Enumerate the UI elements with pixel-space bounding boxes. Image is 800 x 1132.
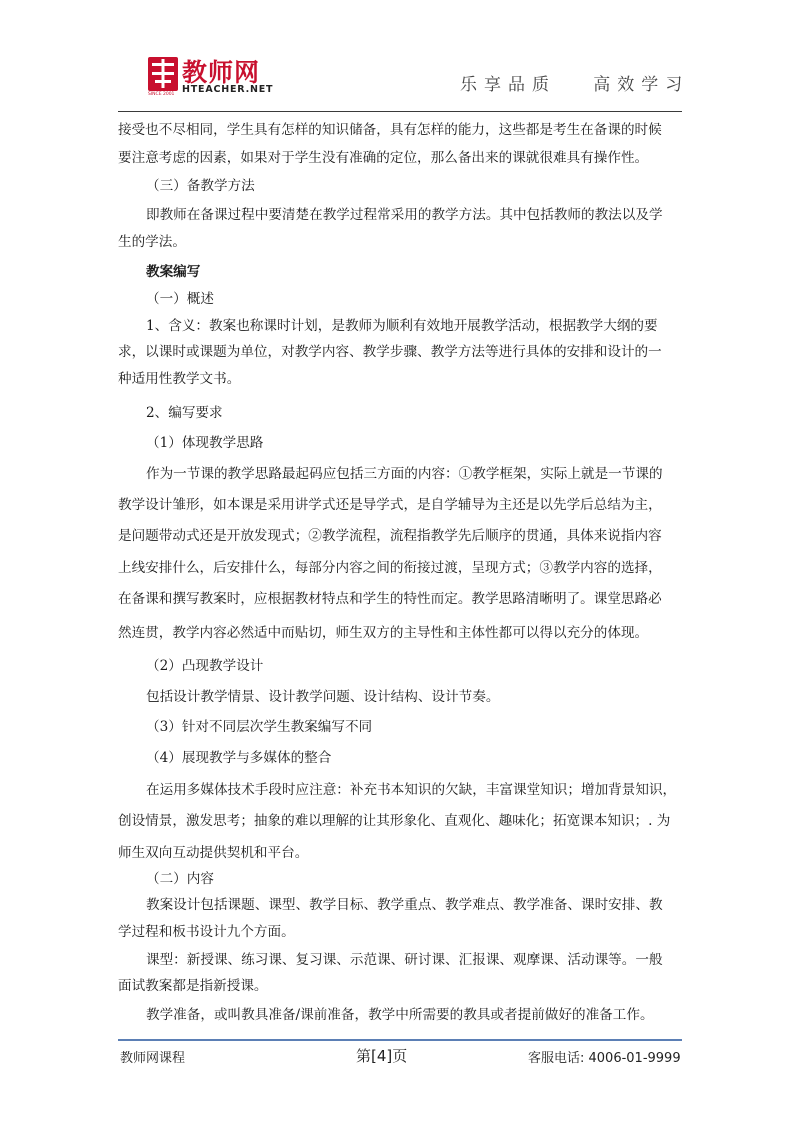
paragraph-line: 接受也不尽相同，学生具有怎样的知识储备，具有怎样的能力，这些都是考生在备课的时候 bbox=[118, 122, 662, 138]
footer-divider bbox=[118, 1039, 682, 1041]
paragraph-line: 是问题带动式还是开放发现式；②教学流程，流程指教学先后顺序的贯通，具体来说指内容 bbox=[118, 528, 662, 544]
footer-hotline: 客服电话: 4006-01-9999 bbox=[528, 1051, 681, 1066]
paragraph-line: 种适用性教学文书。 bbox=[118, 371, 241, 387]
logo-mark-icon bbox=[148, 57, 178, 93]
footer-course-name: 教师网课程 bbox=[120, 1051, 186, 1066]
subsection-heading: （4）展现教学与多媒体的整合 bbox=[146, 750, 332, 766]
header-slogan: 乐享品质 高效学习 bbox=[460, 75, 690, 95]
section-heading: （三）备教学方法 bbox=[146, 178, 255, 194]
paragraph-line: 要注意考虑的因素，如果对于学生没有准确的定位，那么备出来的课就很难具有操作性。 bbox=[118, 150, 649, 166]
page-header bbox=[0, 0, 800, 112]
paragraph-line: 教学准备，或叫教具准备/课前准备，教学中所需要的教具或者提前做好的准备工作。 bbox=[146, 1007, 654, 1023]
paragraph-line: 学过程和板书设计九个方面。 bbox=[118, 924, 295, 940]
header-divider bbox=[118, 111, 682, 112]
logo bbox=[148, 57, 278, 101]
logo-since: SINCE 2001 bbox=[148, 92, 175, 97]
paragraph-line: 生的学法。 bbox=[118, 234, 186, 250]
page-number: 第[4]页 bbox=[356, 1047, 408, 1065]
subsection-heading: （1）体现教学思路 bbox=[146, 435, 264, 451]
paragraph-line: 在备课和撰写教案时，应根据教材特点和学生的特性而定。教学思路清晰明了。课堂思路必 bbox=[118, 591, 662, 607]
paragraph-line: 面试教案都是指新授课。 bbox=[118, 978, 268, 994]
paragraph-line: 创设情景，激发思考；抽象的难以理解的让其形象化、直观化、趣味化；拓宽课本知识；. 为 bbox=[118, 813, 671, 829]
paragraph-line: 作为一节课的教学思路最起码应包括三方面的内容：①教学框架，实际上就是一节课的 bbox=[146, 466, 663, 482]
paragraph-line: 求，以课时或课题为单位，对教学内容、教学步骤、教学方法等进行具体的安排和设计的一 bbox=[118, 344, 662, 360]
paragraph-line: 教案设计包括课题、课型、教学目标、教学重点、教学难点、教学准备、课时安排、教 bbox=[146, 897, 663, 913]
subsection-heading: （2）凸现教学设计 bbox=[146, 658, 264, 674]
paragraph-line: 教学设计雏形，如本课是采用讲学式还是导学式，是自学辅导为主还是以先学后总结为主， bbox=[118, 497, 662, 513]
paragraph-line: 1、含义：教案也称课时计划，是教师为顺利有效地开展教学活动，根据教学大纲的要 bbox=[146, 318, 658, 334]
paragraph-line: 课型：新授课、练习课、复习课、示范课、研讨课、汇报课、观摩课、活动课等。一般 bbox=[146, 952, 663, 968]
section-heading: （一）概述 bbox=[146, 291, 214, 307]
logo-text-cn: 教师网 bbox=[182, 58, 261, 87]
subsection-heading: 2、编写要求 bbox=[146, 405, 223, 421]
section-heading: （二）内容 bbox=[146, 871, 214, 887]
section-title: 教案编写 bbox=[146, 264, 201, 280]
logo-text-en: HTEACHER.NET bbox=[182, 84, 274, 95]
paragraph-line: 上线安排什么，后安排什么，每部分内容之间的衔接过渡，呈现方式；③教学内容的选择， bbox=[118, 560, 662, 576]
paragraph-line: 包括设计教学情景、设计教学问题、设计结构、设计节奏。 bbox=[146, 689, 500, 705]
paragraph-line: 在运用多媒体技术手段时应注意：补充书本知识的欠缺，丰富课堂知识；增加背景知识， bbox=[146, 782, 677, 798]
paragraph-line: 即教师在备课过程中要清楚在教学过程常采用的教学方法。其中包括教师的教法以及学 bbox=[146, 207, 663, 223]
subsection-heading: （3）针对不同层次学生教案编写不同 bbox=[146, 719, 373, 735]
paragraph-line: 然连贯，教学内容必然适中而贴切，师生双方的主导性和主体性都可以得以充分的体现。 bbox=[118, 625, 649, 641]
paragraph-line: 师生双向互动提供契机和平台。 bbox=[118, 845, 309, 861]
